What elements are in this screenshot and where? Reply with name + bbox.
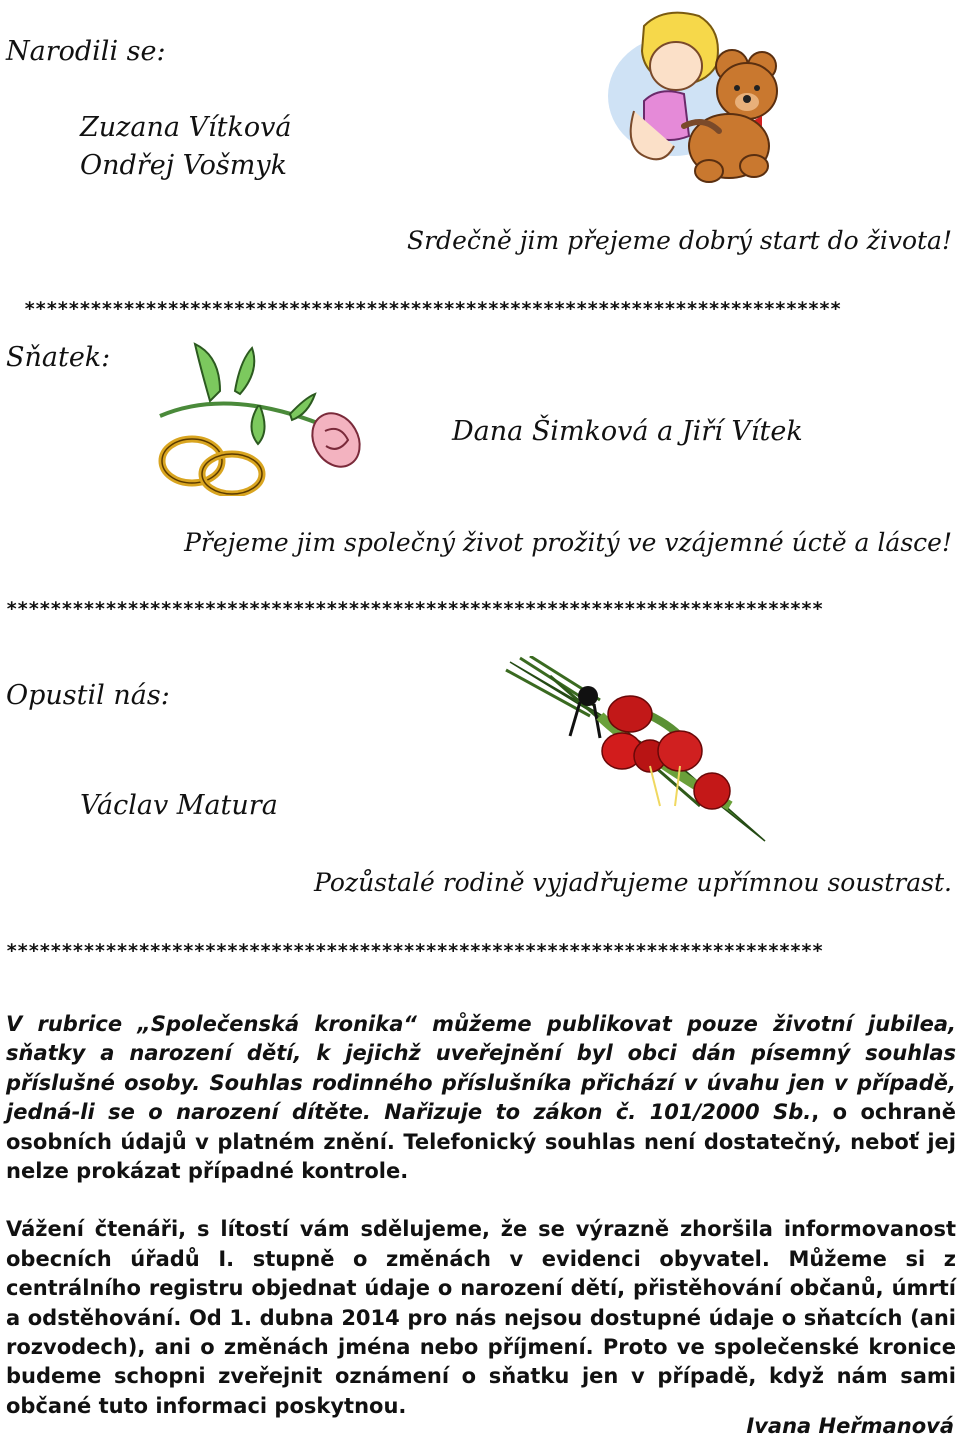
notice-p1-body: můžeme publikovat pouze životní jubilea, sňatky a narození dětí, k jejichž uveřejnění byl obci dán písemný souhlas příslušné osoby. bbox=[6, 1012, 956, 1095]
birth-name-1: Zuzana Vítková bbox=[80, 112, 292, 143]
notice-paragraph-1 bbox=[6, 1010, 956, 1186]
wedding-heading: Sňatek: bbox=[6, 342, 111, 373]
divider-stars-3: ************************************************************************** bbox=[6, 940, 823, 962]
deaths-wish: Pozůstalé rodině vyjadřujeme upřímnou soustrast. bbox=[314, 868, 952, 897]
funeral-flowers-illustration bbox=[500, 656, 775, 846]
birth-name-2: Ondřej Vošmyk bbox=[80, 150, 287, 181]
notice-p1-intro: V rubrice „Společenská kronika“ bbox=[6, 1012, 433, 1036]
notice-paragraph-2: Vážení čtenáři, s lítostí vám sdělujeme, že se výrazně zhoršila informovanost obecních úřadů I. stupně o změnách v evidenci obyvatel. Můžeme si z centrálního registru objednat údaje o narození dětí, přistěhování občanů, úmrtí a odstěhování. Od 1. dubna 2014 pro nás nejsou dostupné údaje o sňatcích (ani rozvodech), ani o změnách jména nebo příjmení. Proto ve společenské kronice budeme schopni zveřejnit oznámení o sňatku jen v případě, když nám sami občané tuto informaci poskytnou. bbox=[6, 1217, 956, 1418]
signature: Ivana Heřmanová bbox=[746, 1414, 954, 1438]
notice-p1-detail: Souhlas rodinného příslušníka přichází v úvahu jen v případě, jedná-li se o narození dítěte. Nařizuje to zákon č. 101/2000 Sb. bbox=[6, 1070, 956, 1125]
wedding-rings-and-rose-illustration bbox=[140, 336, 370, 496]
births-heading: Narodili se: bbox=[6, 36, 166, 67]
divider-stars-2: ************************************************************************** bbox=[6, 598, 823, 620]
wedding-names: Dana Šimková a Jiří Vítek bbox=[452, 416, 803, 447]
notice-block bbox=[6, 1010, 956, 1421]
divider-stars-1: ************************************************************************** bbox=[24, 298, 841, 320]
notice-p1-law: , o ochraně osobních údajů v platném znění. Telefonický souhlas není dostatečný, neboť jej nelze prokázat případné kontrole. bbox=[6, 1100, 956, 1184]
wedding-wish: Přejeme jim společný život prožitý ve vzájemné úctě a lásce! bbox=[184, 528, 952, 557]
births-wish: Srdečně jim přejeme dobrý start do života! bbox=[406, 226, 952, 255]
deaths-heading: Opustil nás: bbox=[6, 680, 170, 711]
deceased-name: Václav Matura bbox=[80, 790, 278, 821]
paragraph-gap bbox=[6, 1186, 956, 1215]
child-with-teddy-bear-illustration bbox=[604, 6, 784, 184]
